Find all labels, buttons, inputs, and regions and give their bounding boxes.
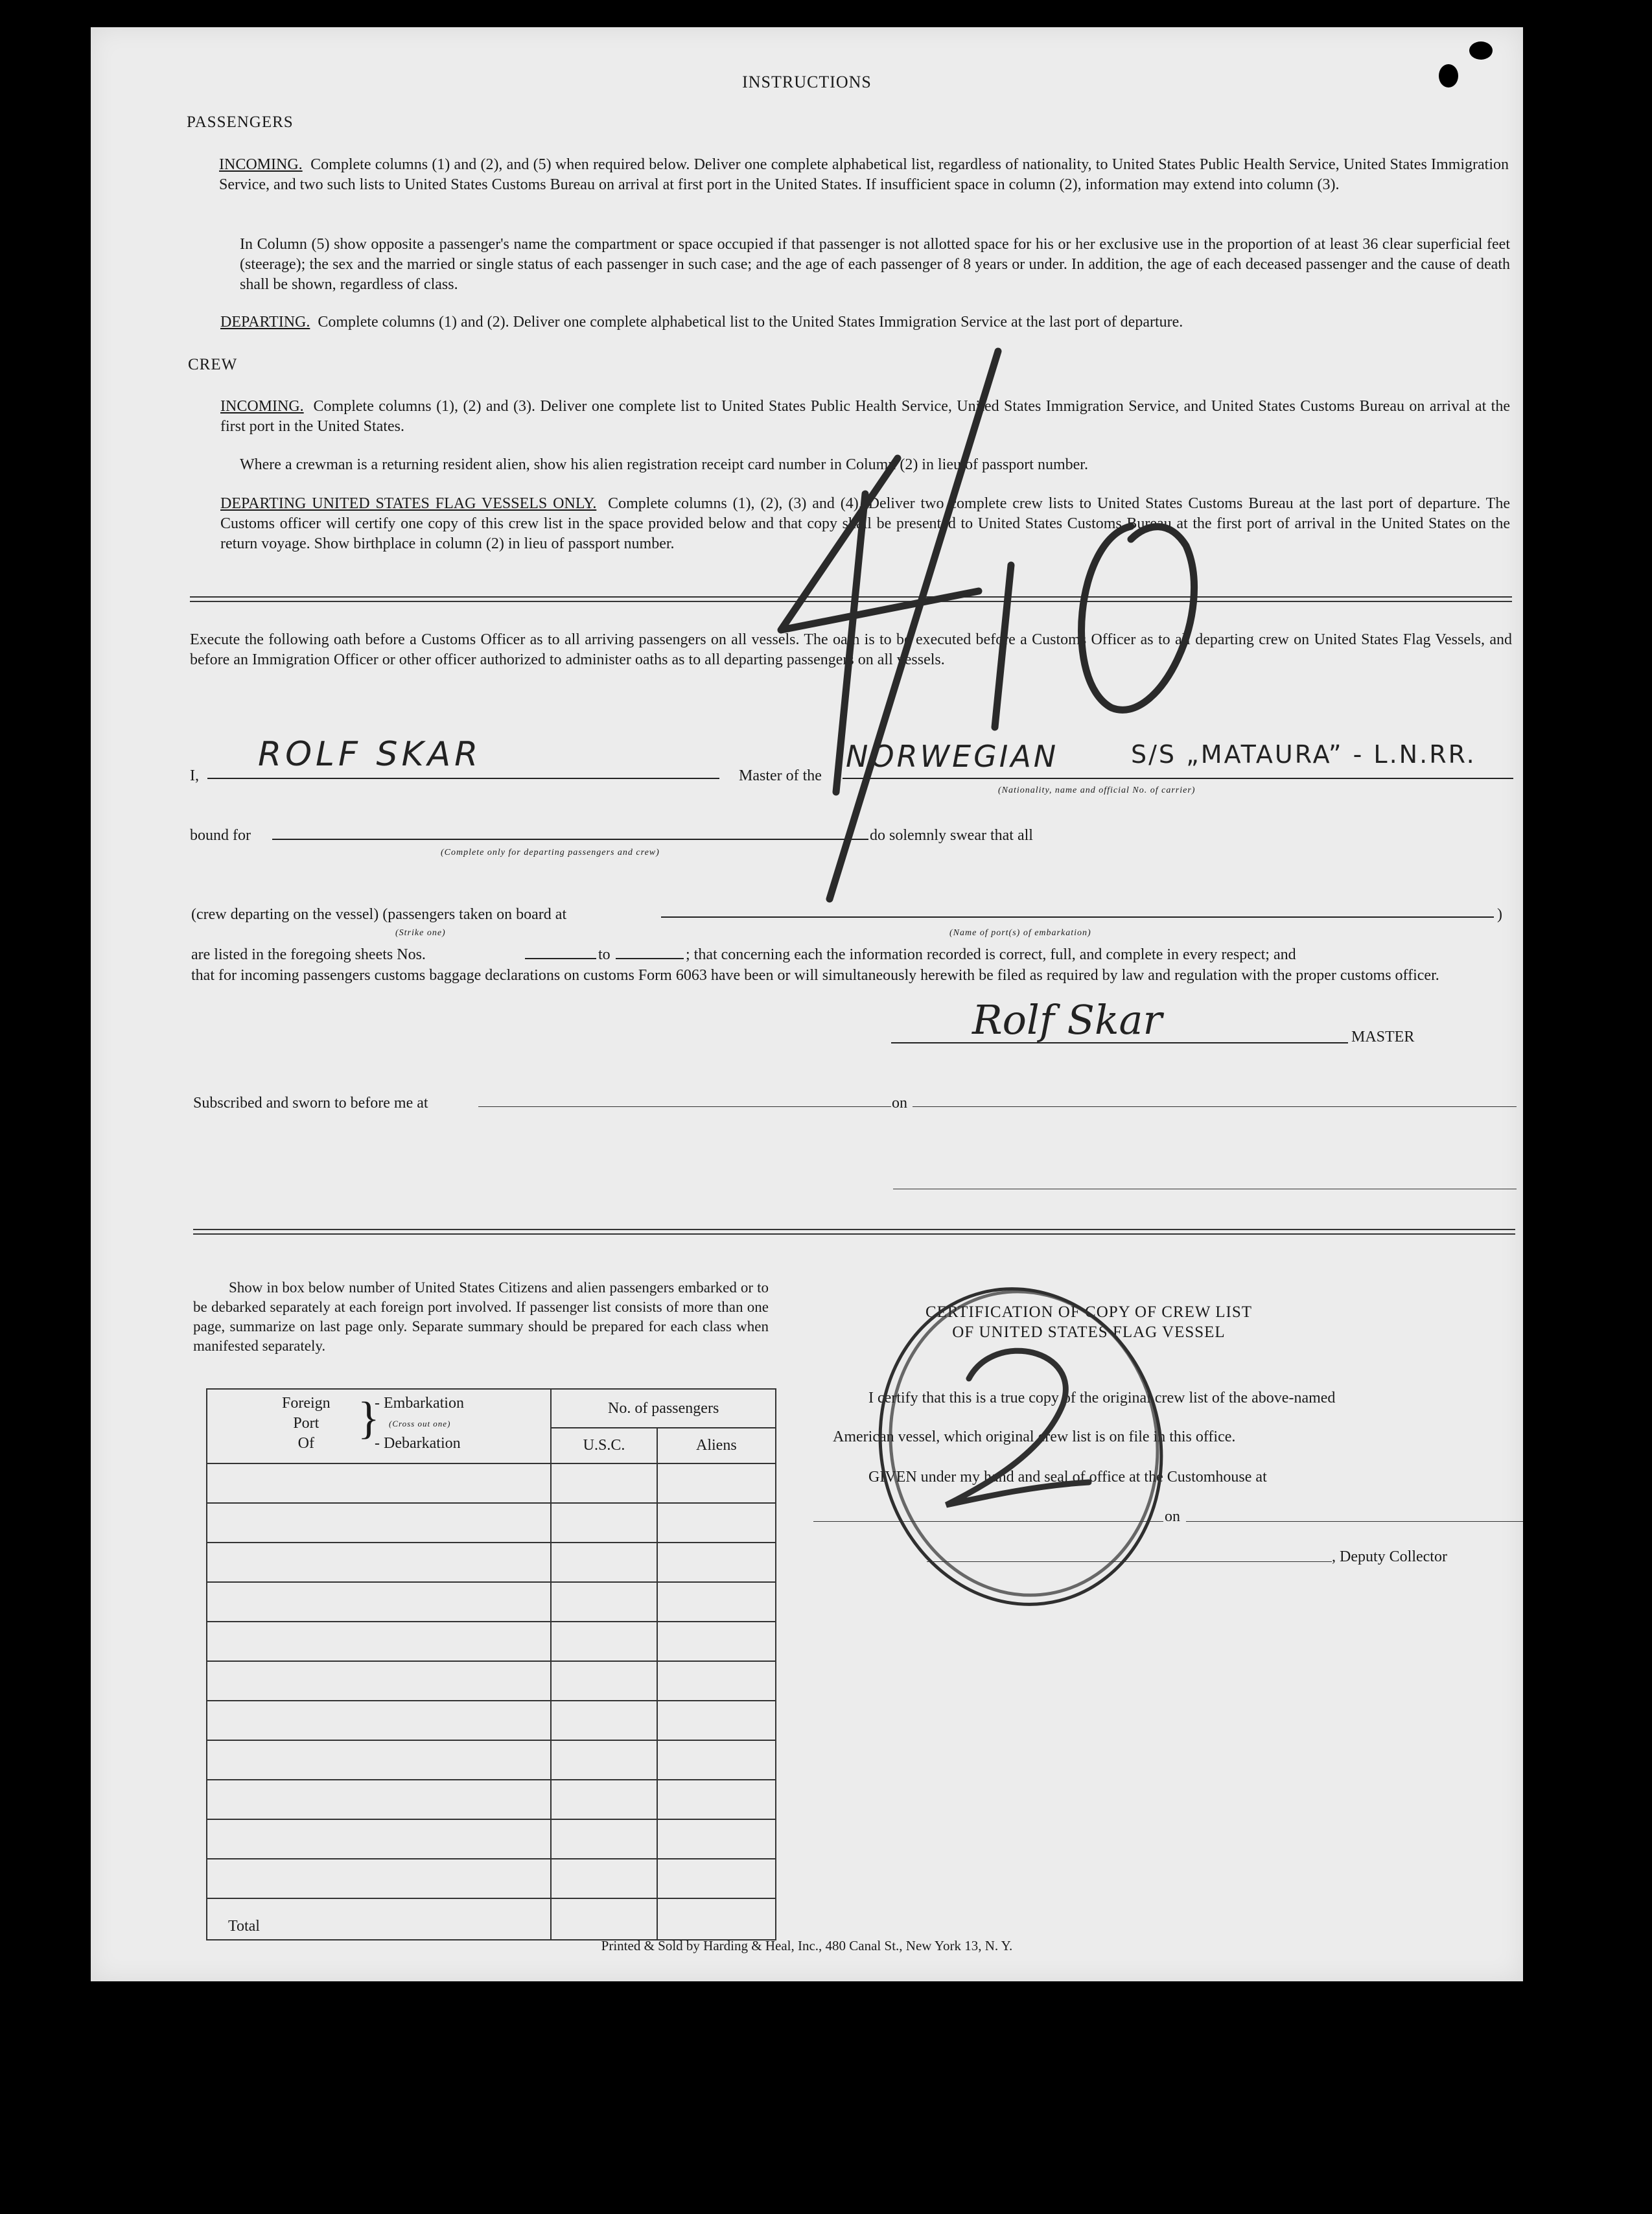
port-caption: (Name of port(s) of embarkation) [949, 928, 1091, 938]
crew-heading: CREW [188, 356, 238, 373]
aliens-cell[interactable] [657, 1543, 776, 1582]
master-of-label: Master of the [739, 767, 822, 784]
port-cell[interactable] [207, 1622, 551, 1661]
departing-flag-label: DEPARTING UNITED STATES FLAG VESSELS ONLY. [220, 495, 597, 512]
listed-text-b: ; that concerning each the information recorded is correct, full, and complete in every respect; and [686, 946, 1296, 963]
usc-total-cell[interactable] [551, 1898, 657, 1940]
usc-cell[interactable] [551, 1543, 657, 1582]
bound-for-caption: (Complete only for departing passengers and crew) [441, 848, 660, 857]
certification-title-line1: CERTIFICATION OF COPY OF CREW LIST [925, 1303, 1253, 1321]
aliens-cell[interactable] [657, 1582, 776, 1622]
i-label: I, [190, 767, 199, 784]
master-name-field[interactable]: ROLF SKAR [258, 735, 482, 774]
column5-paragraph: In Column (5) show opposite a passenger's name the compartment or space occupied if that passenger is not allotted space for his or her exclusive use in the proportion of at least 36 clear superficial feet (steerage); the sex and the married or single status of each passenger in such case; and the age of each passenger of 8 years or under. In addition, the age of each deceased passenger and the cause of death shall be shown, regardless of class. [240, 236, 1510, 293]
port-label: Port [293, 1415, 320, 1432]
table-row [207, 1740, 776, 1780]
nationality-caption: (Nationality, name and official No. of carrier) [998, 786, 1196, 795]
usc-cell[interactable] [551, 1859, 657, 1898]
subscribed-date-line [913, 1106, 1517, 1107]
aliens-cell[interactable] [657, 1503, 776, 1543]
aliens-cell[interactable] [657, 1661, 776, 1701]
no-passengers-header: No. of passengers [551, 1389, 776, 1428]
usc-cell[interactable] [551, 1463, 657, 1503]
table-row [207, 1780, 776, 1819]
embarkation-label: - Embarkation [375, 1395, 464, 1412]
given-text: GIVEN under my hand and seal of office at the Customhouse at [868, 1469, 1267, 1486]
subscribed-on-label: on [892, 1095, 907, 1112]
total-row [207, 1898, 776, 1940]
listed-to: to [598, 946, 611, 963]
passengers-departing-paragraph [220, 312, 1510, 332]
usc-cell[interactable] [551, 1582, 657, 1622]
crew-incoming-paragraph [220, 397, 1510, 437]
port-cell[interactable] [207, 1859, 551, 1898]
aliens-total-cell[interactable] [657, 1898, 776, 1940]
port-cell[interactable] [207, 1701, 551, 1740]
usc-cell[interactable] [551, 1701, 657, 1740]
aliens-cell[interactable] [657, 1819, 776, 1859]
passengers-heading: PASSENGERS [187, 113, 294, 131]
port-cell[interactable] [207, 1661, 551, 1701]
sheet-to-line [616, 958, 684, 959]
aliens-cell[interactable] [657, 1622, 776, 1661]
incoming-label: INCOMING. [219, 156, 303, 173]
aliens-cell[interactable] [657, 1701, 776, 1740]
usc-header: U.S.C. [551, 1428, 657, 1463]
cert-date-line [1186, 1521, 1523, 1522]
american-vessel-text: American vessel, which original crew list is on file in this office. [833, 1428, 1236, 1445]
table-row [207, 1582, 776, 1622]
port-cell[interactable] [207, 1819, 551, 1859]
usc-cell[interactable] [551, 1622, 657, 1661]
usc-cell[interactable] [551, 1780, 657, 1819]
foreign-label: Foreign [282, 1395, 331, 1412]
of-label: Of [297, 1435, 314, 1452]
crew-departing-text: (crew departing on the vessel) (passengers taken on board at [191, 906, 567, 923]
crewman-paragraph: Where a crewman is a returning resident alien, show his alien registration receipt card number in Column (2) in lieu of passport number. [240, 456, 1088, 473]
aliens-cell[interactable] [657, 1859, 776, 1898]
crew-incoming-text: Complete columns (1), (2) and (3). Deliver one complete list to United States Public Health Service, United States Immigration Service, and United States Customs Bureau on arrival at the first port in the United States. [220, 398, 1510, 435]
divider-1 [190, 596, 1512, 602]
usc-cell[interactable] [551, 1503, 657, 1543]
port-cell[interactable] [207, 1740, 551, 1780]
certify-text: I certify that this is a true copy of the original crew list of the above-named [868, 1390, 1336, 1406]
table-row [207, 1622, 776, 1661]
crew-incoming-label: INCOMING. [220, 398, 304, 415]
table-row [207, 1819, 776, 1859]
deputy-collector-label: , Deputy Collector [1332, 1548, 1447, 1565]
summary-header-row [207, 1389, 776, 1428]
usc-cell[interactable] [551, 1661, 657, 1701]
subscribed-place-line [478, 1106, 891, 1107]
usc-cell[interactable] [551, 1819, 657, 1859]
embarkation-port-line [661, 916, 1494, 918]
divider-2 [193, 1229, 1515, 1235]
customhouse-line [813, 1521, 1163, 1522]
departing-text: Complete columns (1) and (2). Deliver one complete alphabetical list to the United States Immigration Service at the last port of departure. [318, 314, 1183, 331]
table-row [207, 1661, 776, 1701]
aliens-header: Aliens [657, 1428, 776, 1463]
cert-on-label: on [1165, 1508, 1180, 1525]
vessel-field[interactable]: S/S „MATAURA” - L.N.RR. [1131, 740, 1476, 769]
master-signature: Rolf Skar [972, 996, 1163, 1043]
certification-title [830, 1302, 1348, 1342]
port-cell[interactable] [207, 1780, 551, 1819]
form-page [91, 27, 1523, 1981]
sheet-from-line [525, 958, 596, 959]
table-row [207, 1701, 776, 1740]
certification-title-line2: OF UNITED STATES FLAG VESSEL [952, 1323, 1226, 1341]
table-row [207, 1503, 776, 1543]
instructions-title: INSTRUCTIONS [742, 73, 872, 91]
port-cell[interactable] [207, 1463, 551, 1503]
bound-for-line [272, 839, 868, 840]
port-cell[interactable] [207, 1503, 551, 1543]
passengers-incoming-paragraph [219, 155, 1509, 195]
aliens-cell[interactable] [657, 1740, 776, 1780]
printer-footer: Printed & Sold by Harding & Heal, Inc., 480 Canal St., New York 13, N. Y. [601, 1938, 1013, 1953]
passenger-summary-table [206, 1388, 776, 1940]
table-row [207, 1463, 776, 1503]
master-label: MASTER [1351, 1029, 1415, 1045]
cross-out-label: (Cross out one) [389, 1419, 451, 1428]
departing-flag-paragraph [220, 494, 1510, 554]
nationality-field[interactable]: NORWEGIAN [846, 739, 1059, 774]
aliens-cell[interactable] [657, 1780, 776, 1819]
bound-for-label: bound for [190, 827, 251, 844]
subscribed-label: Subscribed and sworn to before me at [193, 1095, 428, 1112]
master-name-line [207, 778, 719, 779]
listed-text-a: are listed in the foregoing sheets Nos. [191, 946, 426, 963]
strike-one-caption: (Strike one) [395, 928, 446, 938]
oath-intro: Execute the following oath before a Customs Officer as to all arriving passengers on all vessels. The oath is to be executed before a Customs Officer as to all departing crew on United States Flag Vessels, and before an Immigration Officer or other officer authorized to administer oaths as to all departing passengers on all vessels. [190, 631, 1512, 668]
table-row [207, 1543, 776, 1582]
total-label: Total [207, 1898, 551, 1940]
brace-icon: } [358, 1393, 380, 1443]
summary-instructions: Show in box below number of United States Citizens and alien passengers embarked or to be debarked separately at each foreign port involved. If passenger list consists of more than one page, summarize on last page only. Separate summary should be prepared for each class when manifested separately. [193, 1279, 769, 1354]
usc-cell[interactable] [551, 1740, 657, 1780]
departing-label: DEPARTING. [220, 314, 310, 331]
listed-text-c: that for incoming passengers customs baggage declarations on customs Form 6063 have been or will simultaneously herewith be filed as required by law and regulation with the proper customs officer. [191, 967, 1439, 984]
deputy-collector-line [927, 1561, 1332, 1562]
port-cell[interactable] [207, 1582, 551, 1622]
vessel-line [843, 778, 1513, 779]
aliens-cell[interactable] [657, 1463, 776, 1503]
debarkation-label: - Debarkation [375, 1435, 461, 1452]
close-paren: ) [1497, 906, 1502, 923]
table-row [207, 1859, 776, 1898]
incoming-text: Complete columns (1) and (2), and (5) when required below. Deliver one complete alphabetical list, regardless of nationality, to United States Public Health Service, United States Immigration Service, and two such lists to United States Customs Bureau on arrival at first port in the United States. If insufficient space in column (2), information may extend into column (3). [219, 156, 1509, 193]
port-cell[interactable] [207, 1543, 551, 1582]
departing-flag-text: Complete columns (1), (2), (3) and (4). Deliver two complete crew lists to United States Customs Bureau at the last port of departure. The Customs officer will certify one copy of this crew list in the space provided below and that copy shall be presented to United States Customs Bureau at the first port of arrival in the United States on the return voyage. Show birthplace in column (2) in lieu of passport number. [220, 495, 1510, 552]
foreign-port-header [207, 1389, 551, 1463]
swear-text: do solemnly swear that all [870, 827, 1033, 844]
